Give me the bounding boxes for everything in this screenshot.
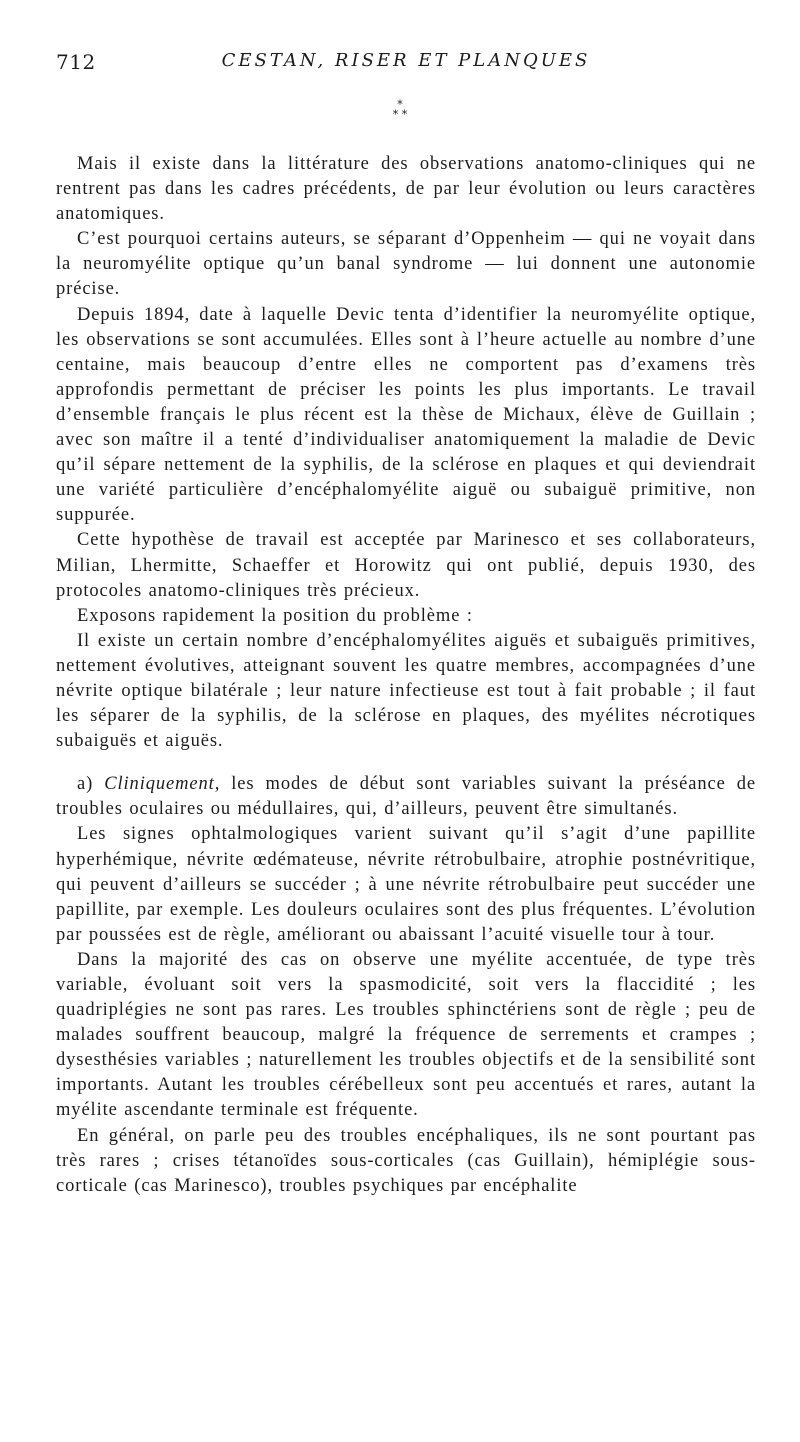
section-separator xyxy=(0,100,800,120)
section-a-text: les modes de début sont variables suivant la préséance de troubles oculaires ou médullaires, qui, d’ailleurs, peuvent être simultanés. xyxy=(56,774,756,820)
page-number: 712 xyxy=(56,50,96,74)
paragraph: Mais il existe dans la littérature des observations anatomo-cliniques qui ne rentrent pas dans les cadres précédents, de par leur évolution ou leurs caractères anatomiques. xyxy=(56,154,756,225)
paragraph: Les signes ophtalmologiques varient suivant qu’il s’agit d’une papillite hyperhémique, névrite œdémateuse, névrite rétrobulbaire, atrophie postnévritique, qui peuvent d’ailleurs se succéder ; à une névrite rétrobulbaire peut succéder une papillite, par exemple. Les douleurs oculaires sont des plus fréquentes. L’évolution par poussées est de règle, améliorant ou abaissant l’acuité visuelle tour à tour. xyxy=(56,824,756,945)
section-a-paragraph xyxy=(56,772,756,822)
running-head: CESTAN, RISER ET PLANQUES xyxy=(221,50,591,71)
paragraph: Exposons rapidement la position du problème : xyxy=(77,605,473,626)
paragraph: C’est pourquoi certains auteurs, se séparant d’Oppenheim — qui ne voyait dans la neuromyélite optique qu’un banal syndrome — lui donnent une autonomie précise. xyxy=(56,229,756,300)
separator-stars-bottom: * * xyxy=(392,108,408,121)
section-term: Cliniquement, xyxy=(104,774,221,795)
paragraph: Dans la majorité des cas on observe une myélite accentuée, de type très variable, évoluant soit vers la spasmodicité, soit vers la flaccidité ; les quadriplégies ne sont pas rares. Les troubles sphinctériens sont de règle ; peu de malades souffrent beaucoup, malgré la fréquence de serrements et crampes ; dysesthésies variables ; naturellement les troubles objectifs et de la sensibilité sont importants. Autant les troubles cérébelleux sont peu accentués et rares, autant la myélite ascendante terminale est fréquente. xyxy=(56,949,756,1121)
section-marker: a) xyxy=(77,774,94,795)
paragraph: Cette hypothèse de travail est acceptée par Marinesco et ses collaborateurs, Milian, Lhermitte, Schaeffer et Horowitz qui ont publié, depuis 1930, des protocoles anatomo-cliniques très précieux. xyxy=(56,530,756,601)
paragraph: Il existe un certain nombre d’encéphalomyélites aiguës et subaiguës primitives, nettement évolutives, atteignant souvent les quatre membres, accompagnées d’une névrite optique bilatérale ; leur nature infectieuse est tout à fait probable ; il faut les séparer de la syphilis, de la sclérose en plaques, des myélites nécrotiques subaiguës et aiguës. xyxy=(56,630,756,752)
separator-star-top: * xyxy=(397,98,403,111)
page-header xyxy=(56,50,756,78)
paragraph: Depuis 1894, date à laquelle Devic tenta d’identifier la neuromyélite optique, les observations se sont accumulées. Elles sont à l’heure actuelle au nombre d’une centaine, mais beaucoup d’entre elles ne comportent pas d’examens très approfondis permettant de préciser les points les plus importants. Le travail d’ensemble français le plus récent est la thèse de Michaux, élève de Guillain ; avec son maître il a tenté d’individualiser anatomiquement la maladie de Devic qu’il sépare nettement de la syphilis, de la sclérose en plaques et qui deviendrait une variété particulière d’encéphalomyélite aiguë ou subaiguë primitive, non suppurée. xyxy=(56,304,756,526)
body-text xyxy=(56,152,756,1199)
paragraph: En général, on parle peu des troubles encéphaliques, ils ne sont pourtant pas très rares ; crises tétanoïdes sous-corticales (cas Guillain), hémiplégie sous-corticale (cas Marinesco), troubles psychiques par encéphalite xyxy=(56,1125,756,1196)
